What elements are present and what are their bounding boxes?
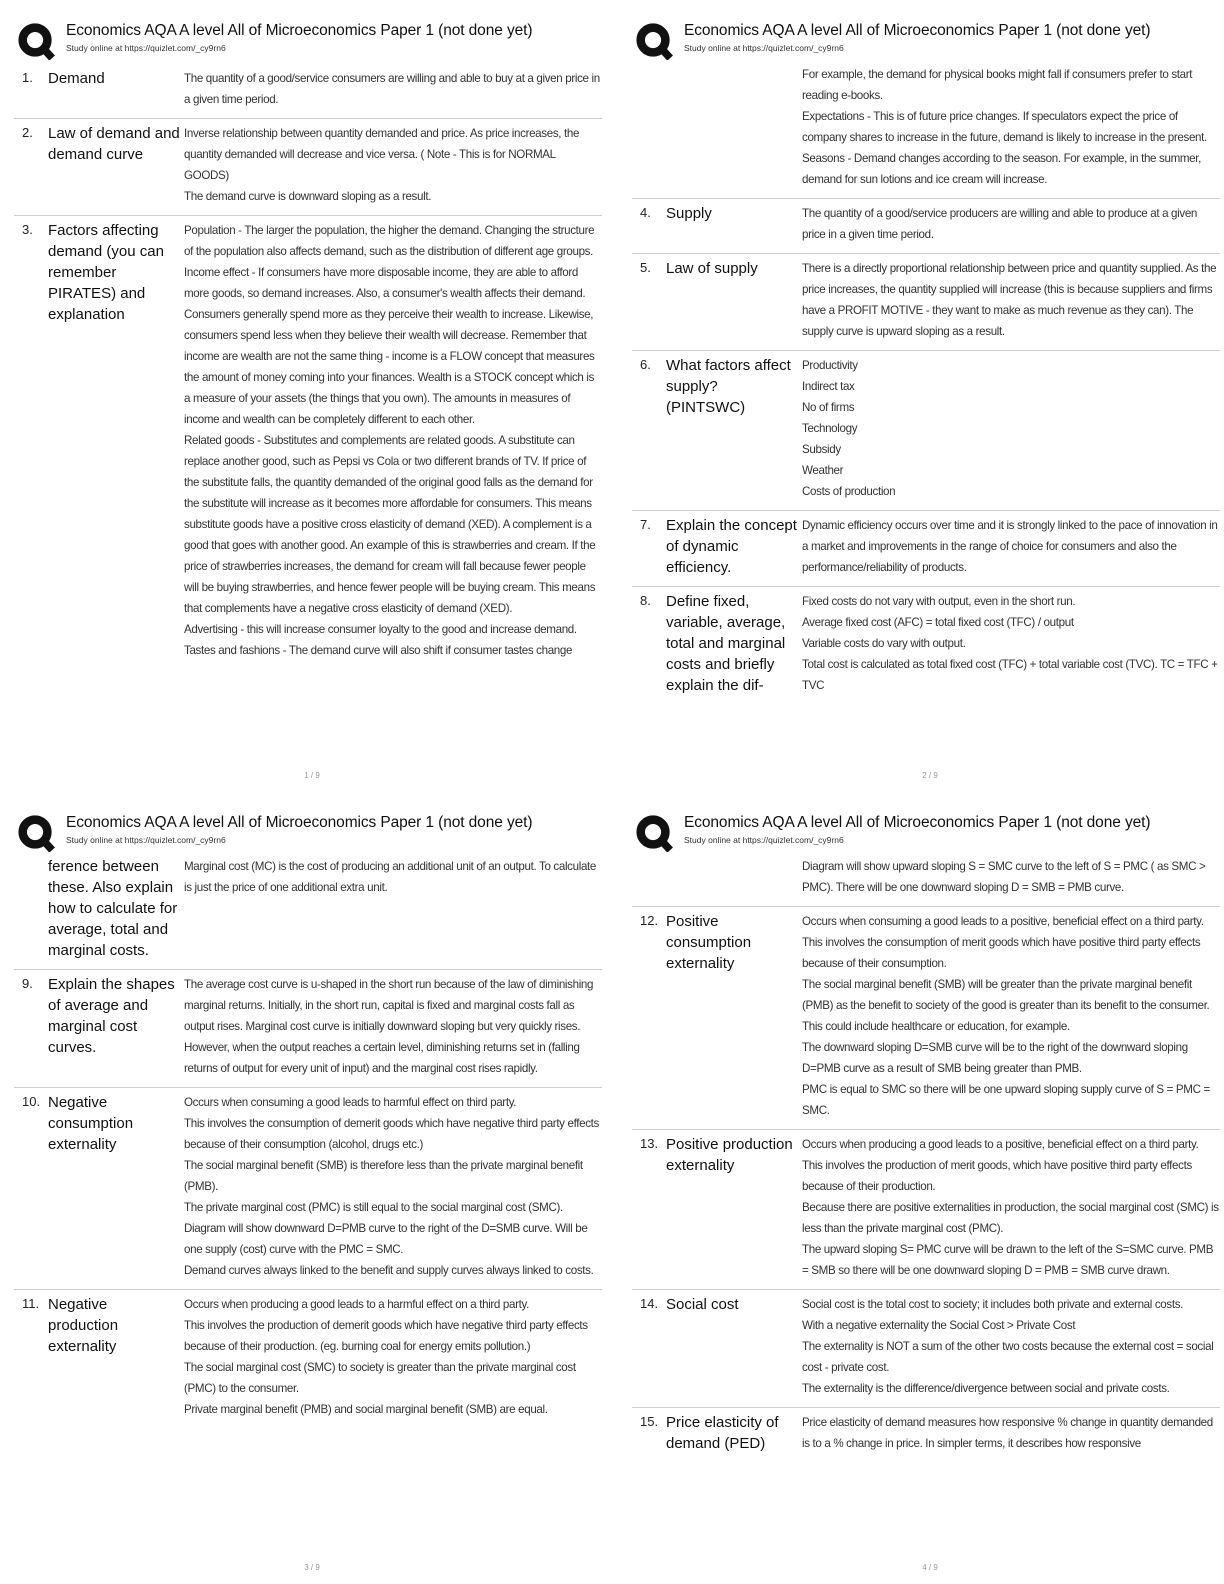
card-term: Law of supply xyxy=(666,260,758,277)
study-online-link[interactable]: Study online at https://quizlet.com/_cy9rn6 xyxy=(66,43,226,53)
card-definition xyxy=(802,258,1220,342)
page-header xyxy=(632,14,1224,64)
definition-line: Diagram will show downward D=PMB curve to the right of the D=SMB curve. Will be one supply (cost) curve with the PMC = SMC. xyxy=(184,1222,588,1256)
card-definition xyxy=(802,355,1220,502)
definition-line: However, when the output reaches a certain level, diminishing returns set in (falling returns of output for every unit of input) and the marginal cost rises rapidly. xyxy=(184,1041,580,1075)
quizlet-logo-icon xyxy=(635,22,673,60)
quizlet-logo-icon xyxy=(17,22,55,60)
card-definition xyxy=(802,911,1220,1121)
study-online-link[interactable]: Study online at https://quizlet.com/_cy9rn6 xyxy=(684,43,844,53)
card-number: 7. xyxy=(640,517,651,532)
definition-line: No of firms xyxy=(802,401,855,414)
flashcard-row xyxy=(14,119,602,216)
card-definition xyxy=(802,1294,1220,1399)
definition-line: This involves the production of demerit goods which have negative third party effects because of their production. (eg. burning coal for energy emits pollution.) xyxy=(184,1319,588,1353)
quizlet-logo-icon xyxy=(635,814,673,852)
definition-line: For example, the demand for physical books might fall if consumers prefer to start reading e-books. xyxy=(802,68,1193,102)
card-definition xyxy=(802,1412,1220,1454)
card-number: 9. xyxy=(22,976,33,991)
definition-line: Occurs when producing a good leads to a positive, beneficial effect on a third party. xyxy=(802,1138,1199,1151)
definition-line: Private marginal benefit (PMB) and social marginal benefit (SMB) are equal. xyxy=(184,1403,548,1416)
card-definition xyxy=(184,1294,602,1420)
definition-line: Total cost is calculated as total fixed cost (TFC) + total variable cost (TVC). TC = TFC + TVC xyxy=(802,658,1218,692)
definition-line: Marginal cost (MC) is the cost of producing an additional unit of an output. To calculate is just the price of one additional extra unit. xyxy=(184,860,597,894)
page-number: 1 / 9 xyxy=(304,771,320,780)
page-number: 2 / 9 xyxy=(922,771,938,780)
flashcard-row xyxy=(632,254,1220,351)
definition-line: This involves the consumption of demerit goods which have negative third party effects because of their consumption (alcohol, drugs etc.) xyxy=(184,1117,599,1151)
definition-line: Demand curves always linked to the benefit and supply curves always linked to costs. xyxy=(184,1264,594,1277)
card-number: 4. xyxy=(640,205,651,220)
page-header xyxy=(14,14,610,64)
definition-line: The average cost curve is u-shaped in the short run because of the law of diminishing marginal returns. Initially, in the short run, capital is fixed and marginal costs fall as output rises. Marginal cost curve is initially downward sloping but very quickly rises. xyxy=(184,978,594,1033)
card-number: 15. xyxy=(640,1414,659,1429)
definition-line: Income effect - If consumers have more disposable income, they are able to afford more goods, so demand increases. Also, a consumer's wealth affects their demand. Consumers generally spend more as they perceive their wealth to increase. Likewise, consumers spend less when they believe their wealth will decrease. Remember that income are wealth are not the same thing - income is a FLOW concept that measures the amount of money coming into your finances. Wealth is a STOCK concept which is a measure of your assets (the things that you own). The amounts in measures of income and wealth can be completely different to each other. xyxy=(184,266,595,426)
card-number: 6. xyxy=(640,357,651,372)
definition-line: The quantity of a good/service producers are willing and able to produce at a given price in a given time period. xyxy=(802,207,1198,241)
card-definition xyxy=(802,203,1220,245)
definition-line: Dynamic efficiency occurs over time and it is strongly linked to the pace of innovation in a market and improvements in the range of choice for consumers and also the performance/reliability of products. xyxy=(802,519,1218,574)
flashcard-row xyxy=(632,1408,1220,1462)
definition-line: This could include healthcare or education, for example. xyxy=(802,1020,1070,1033)
page-2 xyxy=(632,14,1224,784)
definition-line: Related goods - Substitutes and complements are related goods. A substitute can replace another good, such as Pepsi vs Cola or two different brands of TV. If price of the substitute falls, the quantity demanded of the original good falls as the demand for the substitute will increase as it becomes more affordable for consumers. This means substitute goods have a positive cross elasticity of demand (XED). A complement is a good that goes with another good. An example of this is strawberries and cream. If the price of strawberries increases, the demand for cream will fall because fewer people will be buying strawberries, and hence fewer people will be buying cream. This means that complements have a negative cross elasticity of demand (XED). xyxy=(184,434,596,615)
flashcard-row xyxy=(14,1088,602,1290)
definition-line: The upward sloping S= PMC curve will be drawn to the left of the S=SMC curve. PMB = SMB so there will be one downward sloping D = PMB = SMB curve drawn. xyxy=(802,1243,1214,1277)
card-number: 1. xyxy=(22,70,33,85)
page-3 xyxy=(14,806,610,1576)
definition-line: Price elasticity of demand measures how responsive % change in quantity demanded is to a % change in price. In simpler terms, it describes how responsive xyxy=(802,1416,1213,1450)
definition-line: The quantity of a good/service consumers are willing and able to buy at a given price in a given time period. xyxy=(184,72,600,106)
definition-line: Advertising - this will increase consumer loyalty to the good and increase demand. xyxy=(184,623,577,636)
card-definition xyxy=(802,1134,1220,1281)
document-title: Economics AQA A level All of Microeconomics Paper 1 (not done yet) xyxy=(684,22,1151,39)
flashcard-row xyxy=(632,587,1220,704)
card-term: Factors affecting demand (you can remember PIRATES) and explanation xyxy=(48,222,164,323)
flashcard-row-continued xyxy=(632,856,1220,907)
page-number: 4 / 9 xyxy=(922,1563,938,1572)
definition-line: Occurs when producing a good leads to a harmful effect on a third party. xyxy=(184,1298,529,1311)
card-definition xyxy=(184,68,602,110)
card-number: 10. xyxy=(22,1094,41,1109)
definition-line: The downward sloping D=SMB curve will be to the right of the downward sloping D=PMB curve as a result of SMB being greater than PMB. xyxy=(802,1041,1188,1075)
definition-line: Occurs when consuming a good leads to harmful effect on third party. xyxy=(184,1096,517,1109)
card-term: Explain the shapes of average and marginal cost curves. xyxy=(48,976,175,1056)
flashcard-row xyxy=(632,511,1220,587)
card-number: 11. xyxy=(22,1296,40,1311)
definition-line: The social marginal cost (SMC) to society is greater than the private marginal cost (PMC) to the consumer. xyxy=(184,1361,576,1395)
card-term: Positive consumption externality xyxy=(666,913,752,972)
definition-line: Population - The larger the population, the higher the demand. Changing the structure of the population also affects demand, such as the distribution of different age groups. xyxy=(184,224,595,258)
card-number: 8. xyxy=(640,593,651,608)
card-term: Positive production externality xyxy=(666,1136,793,1174)
definition-line: The externality is the difference/divergence between social and private costs. xyxy=(802,1382,1170,1395)
definition-line: Expectations - This is of future price changes. If speculators expect the price of company shares to increase in the future, demand is likely to increase in the present. xyxy=(802,110,1207,144)
page-1 xyxy=(14,14,610,784)
definition-line: Subsidy xyxy=(802,443,841,456)
definition-line: Average fixed cost (AFC) = total fixed cost (TFC) / output xyxy=(802,616,1074,629)
card-number: 14. xyxy=(640,1296,659,1311)
card-term: Law of demand and demand curve xyxy=(48,125,180,163)
card-number: 5. xyxy=(640,260,651,275)
definition-line: PMC is equal to SMC so there will be one upward sloping supply curve of S = PMC = SMC. xyxy=(802,1083,1210,1117)
flashcard-row xyxy=(632,351,1220,511)
card-term: Explain the concept of dynamic efficiency. xyxy=(666,517,797,576)
definition-line: Productivity xyxy=(802,359,858,372)
card-term: Supply xyxy=(666,205,712,222)
document-title: Economics AQA A level All of Microeconomics Paper 1 (not done yet) xyxy=(66,22,533,39)
definition-line: The externality is NOT a sum of the other two costs because the external cost = social cost - private cost. xyxy=(802,1340,1214,1374)
definition-line: The demand curve is downward sloping as a result. xyxy=(184,190,432,203)
flashcard-row xyxy=(14,216,602,669)
definition-line: Technology xyxy=(802,422,858,435)
study-online-link[interactable]: Study online at https://quizlet.com/_cy9rn6 xyxy=(684,835,844,845)
card-definition xyxy=(184,856,602,961)
page-header xyxy=(14,806,610,856)
definition-line: There is a directly proportional relationship between price and quantity supplied. As the price increases, the quantity supplied will increase (this is because suppliers and firms have a PROFIT MOTIVE - they want to make as much revenue as they can). The supply curve is upward sloping as a result. xyxy=(802,262,1217,338)
document-title: Economics AQA A level All of Microeconomics Paper 1 (not done yet) xyxy=(66,814,533,831)
definition-line: Indirect tax xyxy=(802,380,855,393)
card-definition xyxy=(802,856,1220,898)
definition-line: Seasons - Demand changes according to the season. For example, in the summer, demand for sun lotions and ice cream will increase. xyxy=(802,152,1202,186)
card-term: Negative consumption externality xyxy=(48,1094,134,1153)
definition-line: Tastes and fashions - The demand curve will also shift if consumer tastes change xyxy=(184,644,573,657)
card-term: Demand xyxy=(48,70,105,87)
definition-line: Diagram will show upward sloping S = SMC curve to the left of S = PMC ( as SMC > PMC). There will be one downward sloping D = SMB = PMB curve. xyxy=(802,860,1206,894)
definition-line: With a negative externality the Social Cost > Private Cost xyxy=(802,1319,1076,1332)
definition-line: Costs of production xyxy=(802,485,896,498)
flashcard-row xyxy=(632,1290,1220,1408)
card-definition xyxy=(184,1092,602,1281)
flashcard-row xyxy=(14,1290,602,1428)
definition-line: The social marginal benefit (SMB) is therefore less than the private marginal benefit (PMB). xyxy=(184,1159,583,1193)
card-term: ference between these. Also explain how to calculate for average, total and marginal costs. xyxy=(48,858,178,959)
definition-line: Weather xyxy=(802,464,844,477)
flashcard-row xyxy=(632,907,1220,1130)
card-term: Social cost xyxy=(666,1296,739,1313)
definition-line: Occurs when consuming a good leads to a positive, beneficial effect on a third party. xyxy=(802,915,1204,928)
definition-line: Inverse relationship between quantity demanded and price. As price increases, the quantity demanded will decrease and vice versa. ( Note - This is for NORMAL GOODS) xyxy=(184,127,580,182)
page-4 xyxy=(632,806,1224,1576)
flashcard-row-continued xyxy=(632,64,1220,199)
page-number: 3 / 9 xyxy=(304,1563,320,1572)
definition-line: The social marginal benefit (SMB) will be greater than the private marginal benefit (PMB) as the benefit to society of the good is greater than its benefit to the consumer. xyxy=(802,978,1210,1012)
definition-line: This involves the production of merit goods, which have positive third party effects because of their production. xyxy=(802,1159,1192,1193)
card-definition xyxy=(802,591,1220,696)
card-term: Price elasticity of demand (PED) xyxy=(666,1414,779,1452)
flashcard-row xyxy=(632,1130,1220,1290)
card-number: 3. xyxy=(22,222,33,237)
flashcard-row xyxy=(14,970,602,1088)
definition-line: Fixed costs do not vary with output, even in the short run. xyxy=(802,595,1076,608)
card-term: Negative production externality xyxy=(48,1296,119,1355)
definition-line: Variable costs do vary with output. xyxy=(802,637,966,650)
card-number: 13. xyxy=(640,1136,659,1151)
flashcard-row xyxy=(632,199,1220,254)
study-online-link[interactable]: Study online at https://quizlet.com/_cy9rn6 xyxy=(66,835,226,845)
quizlet-logo-icon xyxy=(17,814,55,852)
card-term: What factors affect supply? (PINTSWC) xyxy=(666,357,791,416)
card-definition xyxy=(802,64,1220,190)
card-term: Define fixed, variable, average, total and marginal costs and briefly explain the dif- xyxy=(666,593,786,694)
card-definition xyxy=(802,515,1220,578)
card-number: 2. xyxy=(22,125,33,140)
definition-line: Social cost is the total cost to society; it includes both private and external costs. xyxy=(802,1298,1184,1311)
definition-line: Because there are positive externalities in production, the social marginal cost (SMC) is less than the private marginal cost (PMC). xyxy=(802,1201,1219,1235)
definition-line: The private marginal cost (PMC) is still equal to the social marginal cost (SMC). xyxy=(184,1201,563,1214)
document-title: Economics AQA A level All of Microeconomics Paper 1 (not done yet) xyxy=(684,814,1151,831)
flashcard-row xyxy=(14,64,602,119)
card-definition xyxy=(184,123,602,207)
flashcard-row-continued xyxy=(14,856,602,970)
page-header xyxy=(632,806,1224,856)
card-definition xyxy=(184,974,602,1079)
card-definition xyxy=(184,220,602,661)
definition-line: This involves the consumption of merit goods which have positive third party effects because of their consumption. xyxy=(802,936,1201,970)
card-number: 12. xyxy=(640,913,659,928)
